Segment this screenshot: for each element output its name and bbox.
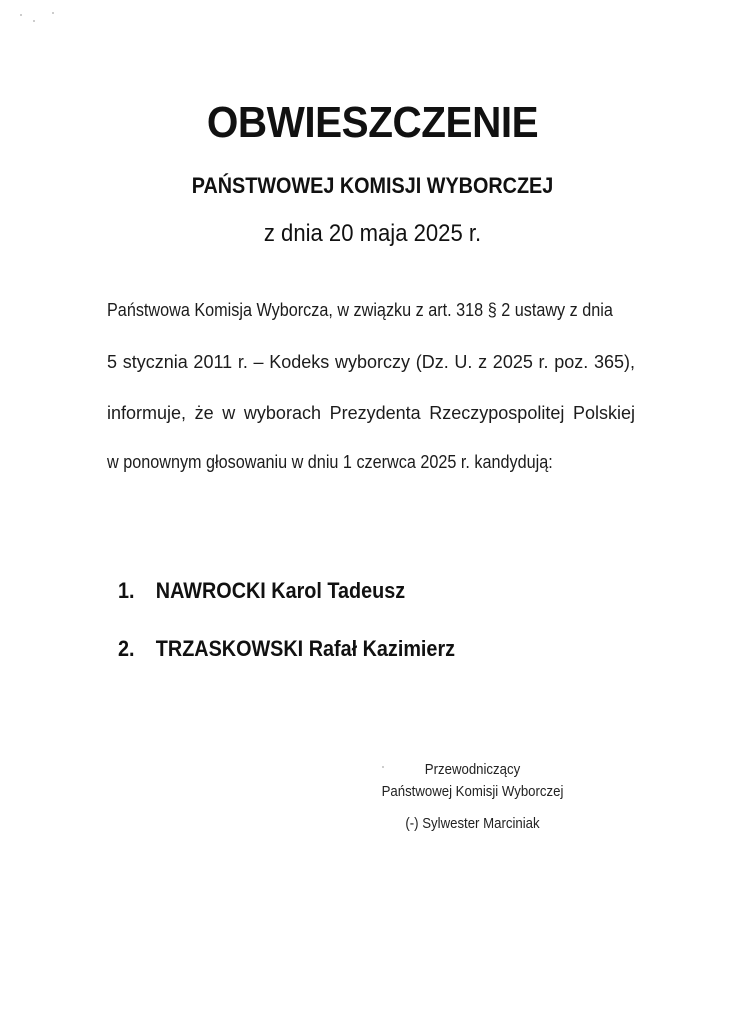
candidate-item [118, 578, 405, 604]
scan-speck [20, 14, 22, 16]
scan-speck [52, 12, 54, 14]
body-line-4: w ponownym głosowaniu w dniu 1 czerwca 2025 r. kandydują: [107, 452, 553, 472]
candidate-name: NAWROCKI Karol Tadeusz [155, 578, 406, 603]
body-line-3: informuje, że w wyborach Prezydenta Rzeczypospolitej Polskiej [107, 403, 635, 423]
body-line-1: Państwowa Komisja Wyborcza, w związku z art. 318 § 2 ustawy z dnia [107, 300, 613, 320]
signature-institution: Państwowej Komisji Wyborczej [381, 783, 564, 800]
document-subtitle: PAŃSTWOWEJ KOMISJI WYBORCZEJ [191, 173, 554, 198]
scan-speck [33, 20, 35, 22]
candidate-item [118, 636, 455, 662]
signature-name: (-) Sylwester Marciniak [405, 815, 540, 832]
candidate-number: 1. [118, 578, 135, 603]
candidate-number: 2. [118, 636, 135, 661]
document-title: OBWIESZCZENIE [206, 98, 539, 147]
document-date: z dnia 20 maja 2025 r. [263, 220, 482, 247]
signature-role: Przewodniczący [424, 761, 521, 778]
candidate-name: TRZASKOWSKI Rafał Kazimierz [155, 636, 456, 661]
body-line-2: 5 stycznia 2011 r. – Kodeks wyborczy (Dz. U. z 2025 r. poz. 365), [107, 352, 635, 372]
